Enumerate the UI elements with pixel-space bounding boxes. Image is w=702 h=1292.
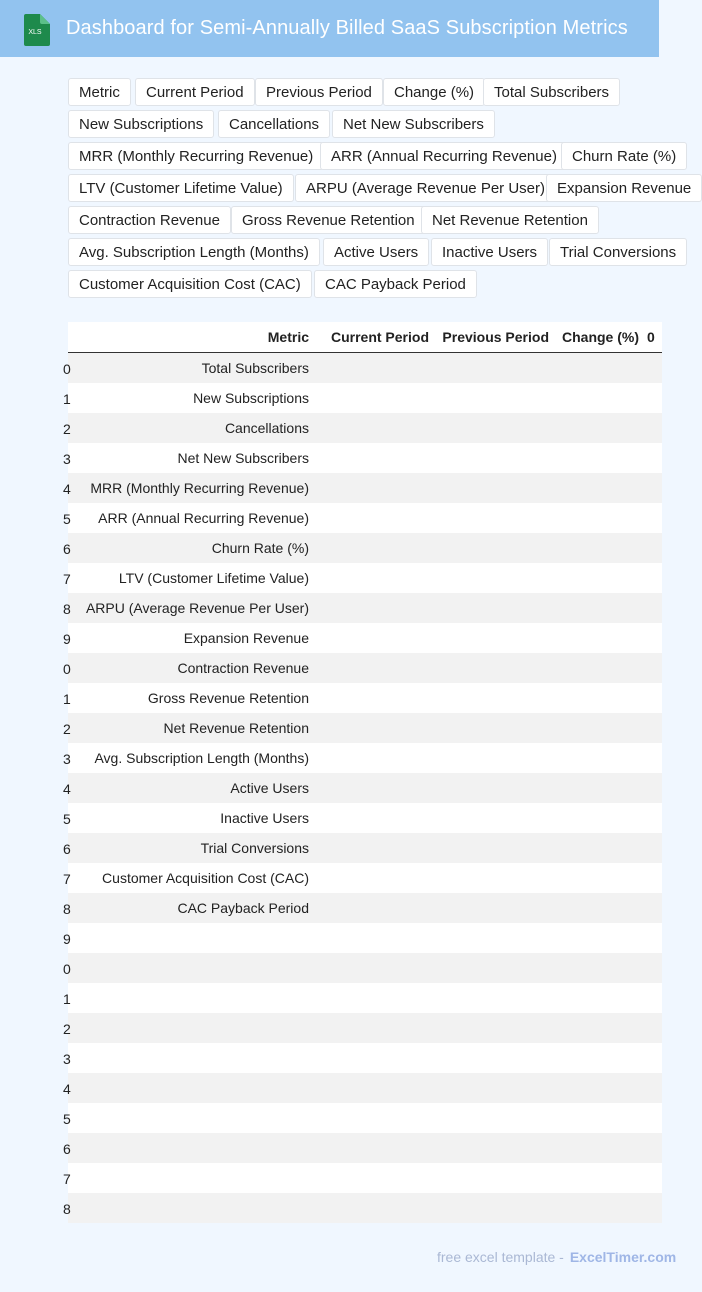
metric-cell — [68, 1013, 317, 1043]
metric-cell: Gross Revenue Retention — [68, 683, 317, 713]
column-tag[interactable]: Inactive Users — [431, 238, 548, 266]
value-cell — [437, 1133, 557, 1163]
table-row — [68, 563, 662, 593]
value-cell — [557, 863, 647, 893]
metric-cell: Expansion Revenue — [68, 623, 317, 653]
value-cell — [317, 473, 437, 503]
value-cell — [437, 563, 557, 593]
value-cell — [317, 923, 437, 953]
column-tag[interactable]: Avg. Subscription Length (Months) — [68, 238, 320, 266]
value-cell — [317, 563, 437, 593]
column-tag[interactable]: Expansion Revenue — [546, 174, 702, 202]
table-row — [68, 593, 662, 623]
metric-cell: New Subscriptions — [68, 383, 317, 413]
table-row — [68, 743, 662, 773]
row-index: 4 — [63, 1080, 71, 1097]
value-cell — [437, 1163, 557, 1193]
metrics-table — [63, 322, 662, 1223]
table-row — [68, 1133, 662, 1163]
column-tag[interactable]: Churn Rate (%) — [561, 142, 687, 170]
value-cell — [557, 893, 647, 923]
metric-cell — [68, 1133, 317, 1163]
row-index: 5 — [63, 1110, 71, 1127]
row-index: 2 — [63, 420, 71, 437]
metric-cell: CAC Payback Period — [68, 893, 317, 923]
column-tag[interactable]: Net New Subscribers — [332, 110, 495, 138]
value-cell — [437, 1073, 557, 1103]
value-cell — [437, 923, 557, 953]
value-cell — [647, 533, 662, 563]
value-cell — [317, 803, 437, 833]
value-cell — [647, 593, 662, 623]
value-cell — [557, 953, 647, 983]
row-index: 1 — [63, 990, 71, 1007]
table-row — [68, 383, 662, 413]
value-cell — [437, 743, 557, 773]
value-cell — [437, 983, 557, 1013]
column-tag[interactable]: Contraction Revenue — [68, 206, 231, 234]
value-cell — [647, 953, 662, 983]
value-cell — [647, 623, 662, 653]
value-cell — [317, 503, 437, 533]
value-cell — [317, 1133, 437, 1163]
column-tag[interactable]: New Subscriptions — [68, 110, 214, 138]
column-header: Metric — [68, 322, 317, 353]
value-cell — [647, 1043, 662, 1073]
table-row — [68, 1103, 662, 1133]
value-cell — [647, 683, 662, 713]
metric-cell: ARR (Annual Recurring Revenue) — [68, 503, 317, 533]
value-cell — [317, 683, 437, 713]
row-index: 3 — [63, 450, 71, 467]
column-tag[interactable]: Previous Period — [255, 78, 383, 106]
row-index: 7 — [63, 1170, 71, 1187]
excel-file-icon — [22, 14, 50, 46]
column-tag[interactable]: CAC Payback Period — [314, 270, 477, 298]
value-cell — [557, 1103, 647, 1133]
table-row — [68, 803, 662, 833]
value-cell — [437, 413, 557, 443]
column-tag[interactable]: Trial Conversions — [549, 238, 687, 266]
table-body — [63, 353, 662, 1223]
row-index: 2 — [63, 720, 71, 737]
value-cell — [647, 1073, 662, 1103]
column-tag[interactable]: Cancellations — [218, 110, 330, 138]
value-cell — [647, 353, 662, 383]
row-index: 6 — [63, 1140, 71, 1157]
row-index: 8 — [63, 900, 71, 917]
table-row — [68, 443, 662, 473]
value-cell — [317, 833, 437, 863]
table-row — [68, 713, 662, 743]
table-header-row — [68, 322, 662, 353]
table-row — [68, 623, 662, 653]
table-row — [68, 923, 662, 953]
value-cell — [557, 713, 647, 743]
value-cell — [437, 1013, 557, 1043]
table-row — [68, 503, 662, 533]
value-cell — [437, 1193, 557, 1223]
table-row — [68, 1073, 662, 1103]
value-cell — [647, 473, 662, 503]
table-row — [68, 1043, 662, 1073]
value-cell — [317, 1073, 437, 1103]
table-row — [68, 983, 662, 1013]
metric-cell: Customer Acquisition Cost (CAC) — [68, 863, 317, 893]
value-cell — [317, 863, 437, 893]
column-header: 0 — [647, 322, 662, 353]
value-cell — [317, 443, 437, 473]
value-cell — [317, 353, 437, 383]
row-index: 4 — [63, 780, 71, 797]
metric-cell: Active Users — [68, 773, 317, 803]
table-row — [68, 863, 662, 893]
value-cell — [437, 683, 557, 713]
value-cell — [437, 893, 557, 923]
value-cell — [317, 533, 437, 563]
value-cell — [647, 863, 662, 893]
value-cell — [317, 413, 437, 443]
footer-brand-link[interactable]: ExcelTimer.com — [569, 1249, 677, 1265]
value-cell — [317, 1193, 437, 1223]
row-index: 7 — [63, 570, 71, 587]
value-cell — [317, 383, 437, 413]
row-index: 0 — [63, 660, 71, 677]
value-cell — [557, 473, 647, 503]
metric-cell — [68, 1193, 317, 1223]
value-cell — [647, 1133, 662, 1163]
metric-cell: Inactive Users — [68, 803, 317, 833]
table-row — [68, 833, 662, 863]
value-cell — [557, 1043, 647, 1073]
column-tag[interactable]: MRR (Monthly Recurring Revenue) — [68, 142, 324, 170]
value-cell — [557, 503, 647, 533]
value-cell — [557, 1133, 647, 1163]
value-cell — [647, 383, 662, 413]
value-cell — [557, 353, 647, 383]
column-header: Previous Period — [437, 322, 557, 353]
value-cell — [437, 623, 557, 653]
metric-cell: LTV (Customer Lifetime Value) — [68, 563, 317, 593]
metric-cell — [68, 953, 317, 983]
value-cell — [557, 983, 647, 1013]
value-cell — [437, 713, 557, 743]
value-cell — [557, 1013, 647, 1043]
row-index: 9 — [63, 630, 71, 647]
value-cell — [647, 923, 662, 953]
header-bar — [0, 0, 659, 57]
value-cell — [557, 1163, 647, 1193]
column-header: Current Period — [317, 322, 437, 353]
row-index: 7 — [63, 870, 71, 887]
table-row — [68, 773, 662, 803]
value-cell — [437, 593, 557, 623]
metric-cell — [68, 1163, 317, 1193]
row-index: 6 — [63, 840, 71, 857]
value-cell — [317, 953, 437, 983]
row-index: 0 — [63, 361, 71, 377]
value-cell — [317, 623, 437, 653]
value-cell — [437, 833, 557, 863]
value-cell — [317, 653, 437, 683]
value-cell — [647, 893, 662, 923]
value-cell — [437, 653, 557, 683]
value-cell — [437, 383, 557, 413]
value-cell — [647, 563, 662, 593]
value-cell — [317, 893, 437, 923]
footer-text: free excel template - — [437, 1249, 564, 1265]
row-index: 8 — [63, 1200, 71, 1217]
row-index: 9 — [63, 930, 71, 947]
value-cell — [647, 1163, 662, 1193]
metric-cell: Total Subscribers — [68, 353, 317, 383]
table-row — [68, 653, 662, 683]
value-cell — [647, 443, 662, 473]
page-title: Dashboard for Semi-Annually Billed SaaS Subscription Metrics — [66, 17, 628, 39]
value-cell — [647, 653, 662, 683]
column-header: Change (%) — [557, 322, 647, 353]
table-row — [68, 1193, 662, 1223]
metric-cell — [68, 1103, 317, 1133]
value-cell — [647, 803, 662, 833]
value-cell — [557, 413, 647, 443]
value-cell — [647, 743, 662, 773]
column-tag[interactable]: LTV (Customer Lifetime Value) — [68, 174, 294, 202]
table-row — [68, 413, 662, 443]
column-tag[interactable]: Current Period — [135, 78, 255, 106]
value-cell — [437, 863, 557, 893]
row-index: 5 — [63, 810, 71, 827]
column-tag[interactable]: Customer Acquisition Cost (CAC) — [68, 270, 312, 298]
table-row — [68, 1163, 662, 1193]
value-cell — [647, 1193, 662, 1223]
value-cell — [437, 1103, 557, 1133]
column-tag[interactable]: Active Users — [323, 238, 429, 266]
table-row — [68, 683, 662, 713]
column-tag[interactable]: Net Revenue Retention — [421, 206, 599, 234]
value-cell — [647, 773, 662, 803]
value-cell — [317, 1103, 437, 1133]
value-cell — [647, 1013, 662, 1043]
metric-cell: ARPU (Average Revenue Per User) — [68, 593, 317, 623]
row-index: 3 — [63, 1050, 71, 1067]
column-tag[interactable]: Gross Revenue Retention — [231, 206, 426, 234]
value-cell — [557, 683, 647, 713]
value-cell — [317, 983, 437, 1013]
value-cell — [557, 653, 647, 683]
value-cell — [317, 1043, 437, 1073]
value-cell — [647, 503, 662, 533]
value-cell — [557, 1073, 647, 1103]
column-tag[interactable]: Change (%) — [383, 78, 485, 106]
metric-cell: Trial Conversions — [68, 833, 317, 863]
column-tag[interactable]: ARR (Annual Recurring Revenue) — [320, 142, 568, 170]
value-cell — [437, 803, 557, 833]
table-row — [68, 953, 662, 983]
row-index: 8 — [63, 600, 71, 617]
table-row — [68, 353, 662, 383]
value-cell — [557, 533, 647, 563]
metric-cell — [68, 1043, 317, 1073]
row-index: 3 — [63, 750, 71, 767]
metric-cell — [68, 1073, 317, 1103]
row-index: 1 — [63, 390, 71, 407]
value-cell — [437, 533, 557, 563]
row-index: 1 — [63, 690, 71, 707]
metric-cell — [68, 923, 317, 953]
value-cell — [317, 743, 437, 773]
value-cell — [557, 833, 647, 863]
column-tag[interactable]: ARPU (Average Revenue Per User) — [295, 174, 556, 202]
value-cell — [557, 443, 647, 473]
value-cell — [557, 923, 647, 953]
value-cell — [557, 383, 647, 413]
value-cell — [557, 803, 647, 833]
value-cell — [557, 1193, 647, 1223]
metric-cell: Avg. Subscription Length (Months) — [68, 743, 317, 773]
value-cell — [557, 623, 647, 653]
row-index: 4 — [63, 480, 71, 497]
column-tag[interactable]: Total Subscribers — [483, 78, 620, 106]
value-cell — [317, 773, 437, 803]
value-cell — [437, 773, 557, 803]
table-row — [68, 473, 662, 503]
table-row — [68, 1013, 662, 1043]
value-cell — [317, 1163, 437, 1193]
value-cell — [557, 563, 647, 593]
value-cell — [317, 593, 437, 623]
value-cell — [647, 1103, 662, 1133]
table-row — [68, 893, 662, 923]
value-cell — [437, 473, 557, 503]
value-cell — [437, 443, 557, 473]
value-cell — [437, 503, 557, 533]
value-cell — [557, 593, 647, 623]
metric-cell: Net New Subscribers — [68, 443, 317, 473]
value-cell — [437, 353, 557, 383]
value-cell — [647, 983, 662, 1013]
value-cell — [317, 713, 437, 743]
value-cell — [557, 743, 647, 773]
metric-cell: Churn Rate (%) — [68, 533, 317, 563]
metric-cell: MRR (Monthly Recurring Revenue) — [68, 473, 317, 503]
value-cell — [647, 413, 662, 443]
row-index: 6 — [63, 540, 71, 557]
value-cell — [647, 713, 662, 743]
value-cell — [437, 953, 557, 983]
metrics-table-container[interactable] — [63, 322, 662, 1224]
footer-credit — [437, 1249, 676, 1265]
metric-cell: Net Revenue Retention — [68, 713, 317, 743]
value-cell — [437, 1043, 557, 1073]
value-cell — [317, 1013, 437, 1043]
value-cell — [557, 773, 647, 803]
metric-cell — [68, 983, 317, 1013]
metric-cell: Contraction Revenue — [68, 653, 317, 683]
svg-text:XLS: XLS — [28, 29, 42, 36]
row-index: 2 — [63, 1020, 71, 1037]
column-tag[interactable]: Metric — [68, 78, 131, 106]
value-cell — [647, 833, 662, 863]
metric-cell: Cancellations — [68, 413, 317, 443]
row-index: 5 — [63, 510, 71, 527]
table-row — [68, 533, 662, 563]
row-index: 0 — [63, 960, 71, 977]
